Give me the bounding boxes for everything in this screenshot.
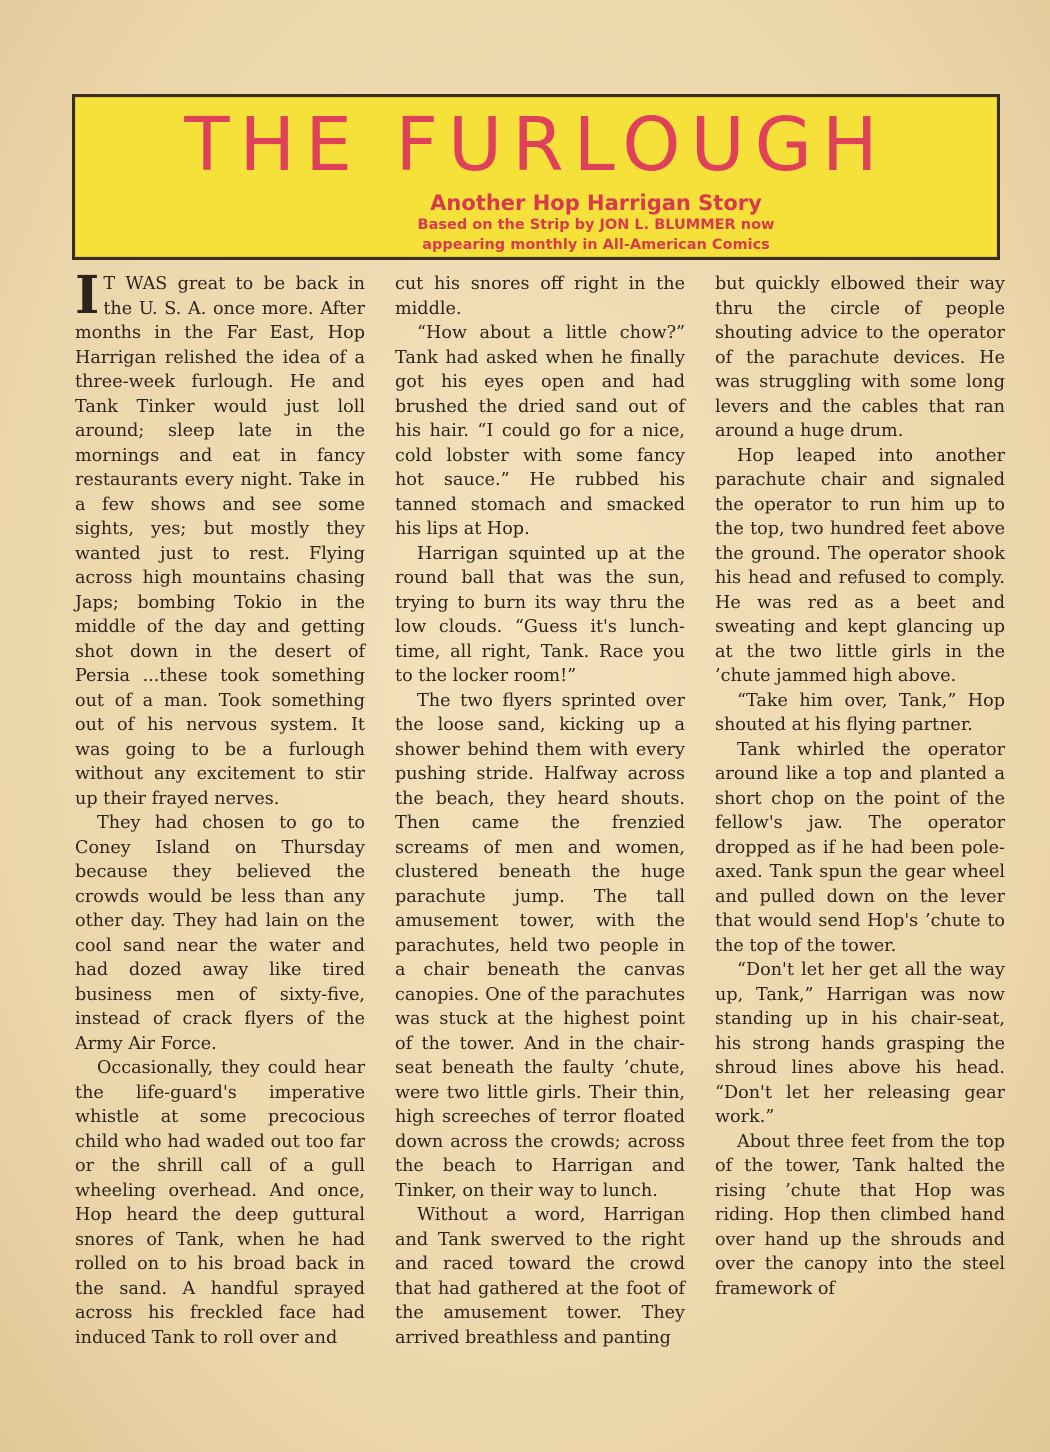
paragraph-1 [75,265,365,811]
paragraph-2: They had chosen to go to Coney Island on Thursday because they believed the crowds would be less than any other day. They had lain on the cool sand near the water and had dozed away like tired business men of sixty-five, instead of crack flyers of the Army Air Force. [75,813,365,1054]
credit-line-2: appearing monthly in All-American Comics [422,237,770,253]
text-column-3 [715,272,1005,1372]
paragraph-8: Without a word, Harrigan and Tank swerved to the right and raced toward the crowd that had gathered at the foot of the amusement tower. They arrived breathless and panting [395,1205,685,1348]
paragraph-5: “How about a little chow?” Tank had asked when he finally got his eyes open and had brushed the dried sand out of his hair. “I could go for a nice, cold lobster with some fancy hot sauce.” He rubbed his tanned stomach and smacked his lips at Hop. [395,323,685,539]
credit-line-1: Based on the Strip by JON L. BLUMMER now [417,217,775,233]
title-banner [72,94,1000,260]
paragraph-13: “Don't let her get all the way up, Tank,” Harrigan was now standing up in his chair-seat, his strong hands grasping the shroud lines above his head. “Don't let her releasing gear work.” [715,960,1005,1127]
story-title: THE FURLOUGH [184,102,888,188]
paragraph-7: The two flyers sprinted over the loose sand, kicking up a shower behind them with every pushing stride. Halfway across the beach, they heard shouts. Then came the frenzied screams of men and women, clustered beneath the huge parachute jump. The tall amusement tower, with the parachutes, held two people in a chair beneath the canvas canopies. One of the parachutes was stuck at the highest point of the tower. And in the chair-seat beneath the faulty ’chute, were two little girls. Their thin, high screeches of terror floated down across the crowds; across the beach to Harrigan and Tinker, on their way to lunch. [395,690,685,1201]
drop-cap: I [75,265,100,326]
paragraph-1-text: T WAS great to be back in the U. S. A. once more. After months in the Far East, Hop Harrigan relished the idea of a three-week furlough. He and Tank Tinker would just loll around; sleep late in the mornings and eat in fancy restaurants every night. Take in a few shows and see some sights, yes; but mostly they wanted just to rest. Flying across high mountains chasing Japs; bombing Tokio in the middle of the day and getting shot down in the desert of Persia ...these took something out of a man. Took something out of his nervous system. It was going to be a furlough without any excitement to stir up their frayed nerves. [75,274,365,809]
text-column-2 [395,272,685,1372]
paragraph-14: About three feet from the top of the tower, Tank halted the rising ’chute that Hop was riding. Hop then climbed hand over hand up the shrouds and over the canopy into the steel framework of [715,1131,1005,1299]
paragraph-3: Occasionally, they could hear the life-guard's imperative whistle at some precocious child who had waded out too far or the shrill call of a gull wheeling overhead. And once, Hop heard the deep guttural snores of Tank, when he had rolled on to his broad back in the sand. A handful sprayed across his freckled face had induced Tank to roll over and [75,1058,365,1348]
paragraph-11: “Take him over, Tank,” Hop shouted at his flying partner. [715,690,1005,735]
paragraph-10: Hop leaped into another parachute chair and signaled the operator to run him up to the top, two hundred feet above the ground. The operator shook his head and refused to comply. He was red as a beet and sweating and kept glancing up at the two little girls in the ’chute jammed high above. [715,445,1005,686]
paragraph-6: Harrigan squinted up at the round ball that was the sun, trying to burn its way thru the low clouds. “Guess it's lunch-time, all right, Tank. Race you to the locker room!” [395,543,685,686]
paragraph-4: cut his snores off right in the middle. [395,274,685,319]
story-subtitle: Another Hop Harrigan Story [430,191,762,215]
paragraph-9: but quickly elbowed their way thru the circle of people shouting advice to the operator of the parachute devices. He was struggling with some long levers and the cables that ran around a huge drum. [715,274,1005,441]
paragraph-12: Tank whirled the operator around like a top and planted a short chop on the point of the fellow's jaw. The operator dropped as if he had been pole-axed. Tank spun the gear wheel and pulled down on the lever that would send Hop's ’chute to the top of the tower. [715,739,1005,956]
text-column-1 [75,265,365,1372]
